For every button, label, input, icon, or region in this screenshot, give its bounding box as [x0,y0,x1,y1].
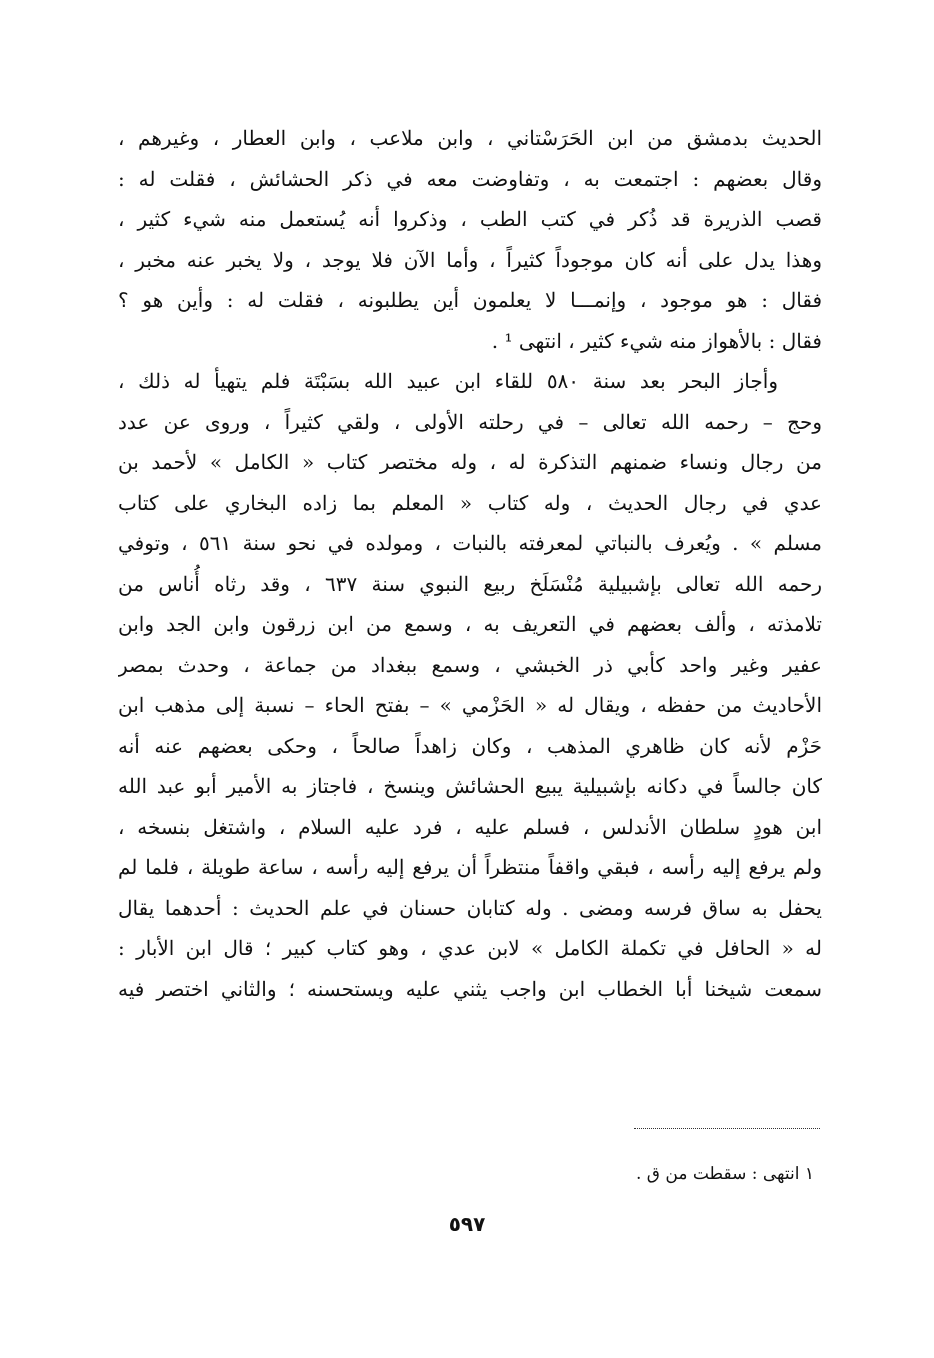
text-line: الأحاديث من حفظه ، ويقال له « الحَزْمي » – بفتح الحاء – نسبة إلى مذهب ابن [118,693,822,717]
text-line: حَزْم لأنه كان ظاهري المذهب ، وكان زاهداً صالحاً ، وحكى بعضهم عنه أنه [118,733,822,758]
footnote-divider [634,1128,820,1129]
text-line: له « الحافل في تكملة الكامل » لابن عدي ، وهو كتاب كبير ؛ قال ابن الأبار : [118,936,822,960]
text-line: من رجال ونساء ضمنهم التذكرة له ، وله مختصر كتاب « الكامل » لأحمد بن [118,450,822,474]
page-number: ٥٩٧ [448,1212,486,1236]
text-line: فقال : هو موجود ، وإنمـــا لا يعلمون أين يطلبونه ، فقلت له : وأين هو ؟ [118,288,822,312]
text-line: عفير وغير واحد كأبي ذر الخبشي ، وسمع ببغداد من جماعة ، وحدث بمصر [118,652,822,677]
text-line: مسلم » . ويُعرف بالنباتي لمعرفته بالنبات ، ومولده في نحو سنة ٥٦١ ، وتوفي [118,531,822,555]
text-line: وهذا يدل على أنه كان موجوداً كثيراً ، وأما الآن فلا يوجد ، ولا يخبر عنه مخبر ، [118,247,822,272]
paragraph-first-line: وأجاز البحر بعد سنة ٥٨٠ للقاء ابن عبيد الله بسَبْتَة فلم يتهيأ له ذلك ، [118,369,778,393]
text-line: الحديث بدمشق من ابن الحَرَسْتاني ، وابن ملاعب ، وابن العطار ، وغيرهم ، [118,126,822,150]
text-line: يحفل به ساق فرسه ومضى . وله كتابان حسنان في علم الحديث : أحدهما يقال [118,895,822,920]
text-line: وقال بعضهم : اجتمعت به ، وتفاوضت معه في ذكر الحشائش ، فقلت له : [118,166,822,191]
text-line: عدي في رجال الحديث ، وله كتاب « المعلم بما زاده البخاري على كتاب [118,490,822,515]
text-line: ولم يرفع إليه رأسه ، فبقي واقفاً منتظراً أن يرفع إليه رأسه ، ساعة طويلة ، فلما لم [118,855,822,879]
main-text-block [118,118,822,1009]
text-line: ابن هودٍ سلطان الأندلس ، فسلم عليه ، فرد عليه السلام ، واشتغل بنسخه ، [118,814,822,839]
text-line: سمعت شيخنا أبا الخطاب ابن واجب يثني عليه ويستحسنه ؛ والثاني اختصر فيه [118,976,822,1001]
text-line: وحج – رحمه الله تعالى – في رحلته الأولى ، ولقي كثيراً ، وروى عن عدد [118,409,822,434]
text-line: رحمه الله تعالى بإشبيلية مُنْسَلَخ ربيع النبوي سنة ٦٣٧ ، وقد رثاه أُناس من [118,571,822,596]
footnote: ١ انتهى : سقطت من ق . [635,1164,814,1184]
text-line: فقال : بالأهواز منه شيء كثير ، انتهى ¹ . [491,328,822,353]
text-line: تلامذته ، وألف بعضهم في التعريف به ، وسمع من ابن زرقون وابن الجد وابن [118,612,822,636]
text-line: كان جالساً في دكانه بإشبيلية يبيع الحشائش وينسخ ، فاجتاز به الأمير أبو عبد الله [118,774,822,798]
text-line: قصب الذريرة قد ذُكر في كتب الطب ، وذكروا أنه يُستعمل منه شيء كثير ، [118,207,822,231]
